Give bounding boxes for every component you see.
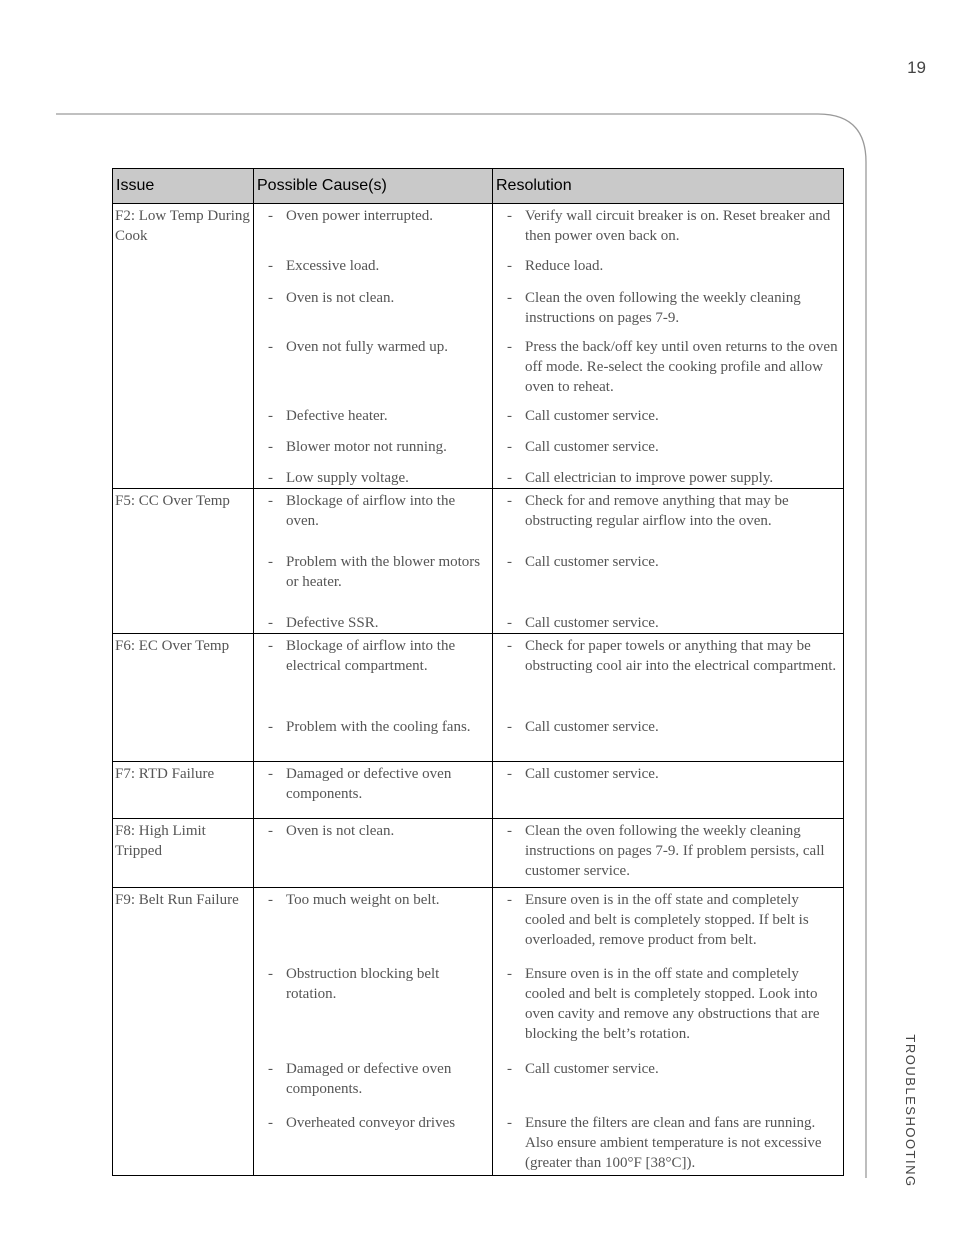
cause-cell [254,489,493,634]
resolution-item: - Check for paper towels or anything that may be obstructing cool air into the electrical compartment. [495,636,841,717]
cause-item: - Problem with the blower motors or heater. [256,552,490,613]
cause-item: - Defective SSR. [256,613,490,629]
resolution-item: - Call customer service. [495,406,841,437]
cause-item: - Oven is not clean. [256,821,490,883]
issue-cell [113,204,254,489]
cause-item: - Blower motor not running. [256,437,490,468]
resolution-cell [493,489,844,634]
table-row-f6 [113,634,844,762]
resolution-item: - Verify wall circuit breaker is on. Reset breaker and then power oven back on. [495,206,841,256]
resolution-item: - Clean the oven following the weekly cleaning instructions on pages 7-9. [495,288,841,337]
cause-item: - Oven is not clean. [256,288,490,337]
resolution-item: - Ensure oven is in the off state and completely cooled and belt is completely stopped. Look into oven cavity and remove any obstructions that are blocking the belt’s rotation. [495,964,841,1059]
cause-item: - Damaged or defective oven components. [256,1059,490,1113]
header-resolution: Resolution [493,169,844,204]
resolution-item: - Call customer service. [495,437,841,468]
page-number: 19 [907,58,926,77]
resolution-item: - Call customer service. [495,764,841,814]
resolution-item: - Call customer service. [495,613,841,629]
resolution-item: - Ensure the filters are clean and fans are running. Also ensure ambient temperature is not excessive (greater than 100°F [38°C]). [495,1113,841,1171]
section-label: TROUBLESHOOTING [903,1034,918,1188]
issue-label: F5: CC Over Temp [115,493,230,509]
resolution-item: - Call customer service. [495,717,841,757]
cause-cell [254,888,493,1176]
cause-item: - Obstruction blocking belt rotation. [256,964,490,1059]
resolution-cell [493,204,844,489]
cause-cell [254,634,493,762]
cause-item: - Oven not fully warmed up. [256,337,490,406]
resolution-item: - Reduce load. [495,256,841,288]
header-issue: Issue [113,169,254,204]
issue-cell [113,489,254,634]
resolution-item: - Call customer service. [495,1059,841,1113]
table-row-f7 [113,762,844,819]
table-row-f9 [113,888,844,1176]
header-cause: Possible Cause(s) [254,169,493,204]
issue-label: F2: Low Temp During Cook [115,208,250,244]
cause-item: - Oven power interrupted. [256,206,490,256]
issue-label: F6: EC Over Temp [115,638,230,654]
resolution-item: - Call customer service. [495,552,841,613]
resolution-cell [493,762,844,819]
table-header-row [113,169,844,204]
issue-cell [113,819,254,888]
resolution-item: - Check for and remove anything that may be obstructing regular airflow into the oven. [495,491,841,552]
resolution-item: - Ensure oven is in the off state and completely cooled and belt is completely stopped. If belt is overloaded, remove product from belt. [495,890,841,964]
cause-item: - Defective heater. [256,406,490,437]
resolution-cell [493,819,844,888]
issue-label: F8: High Limit Tripped [115,823,206,859]
issue-label: F7: RTD Failure [115,766,215,782]
cause-item: - Excessive load. [256,256,490,288]
resolution-item: - Press the back/off key until oven returns to the oven off mode. Re-select the cooking profile and allow oven to reheat. [495,337,841,406]
issue-cell [113,888,254,1176]
table-row-f8 [113,819,844,888]
cause-item: - Damaged or defective oven components. [256,764,490,814]
cause-item: - Low supply voltage. [256,468,490,484]
cause-item: - Blockage of airflow into the electrical compartment. [256,636,490,717]
resolution-item: - Call electrician to improve power supply. [495,468,841,484]
troubleshooting-table [112,168,844,1176]
cause-cell [254,204,493,489]
cause-item: - Problem with the cooling fans. [256,717,490,757]
cause-cell [254,762,493,819]
table-row-f5 [113,489,844,634]
cause-item: - Blockage of airflow into the oven. [256,491,490,552]
table-row-f2 [113,204,844,489]
cause-item: - Too much weight on belt. [256,890,490,964]
resolution-cell [493,888,844,1176]
cause-cell [254,819,493,888]
issue-label: F9: Belt Run Failure [115,892,239,908]
issue-cell [113,762,254,819]
cause-item: - Overheated conveyor drives [256,1113,490,1171]
resolution-item: - Clean the oven following the weekly cleaning instructions on pages 7-9. If problem persists, call customer service. [495,821,841,883]
issue-cell [113,634,254,762]
resolution-cell [493,634,844,762]
